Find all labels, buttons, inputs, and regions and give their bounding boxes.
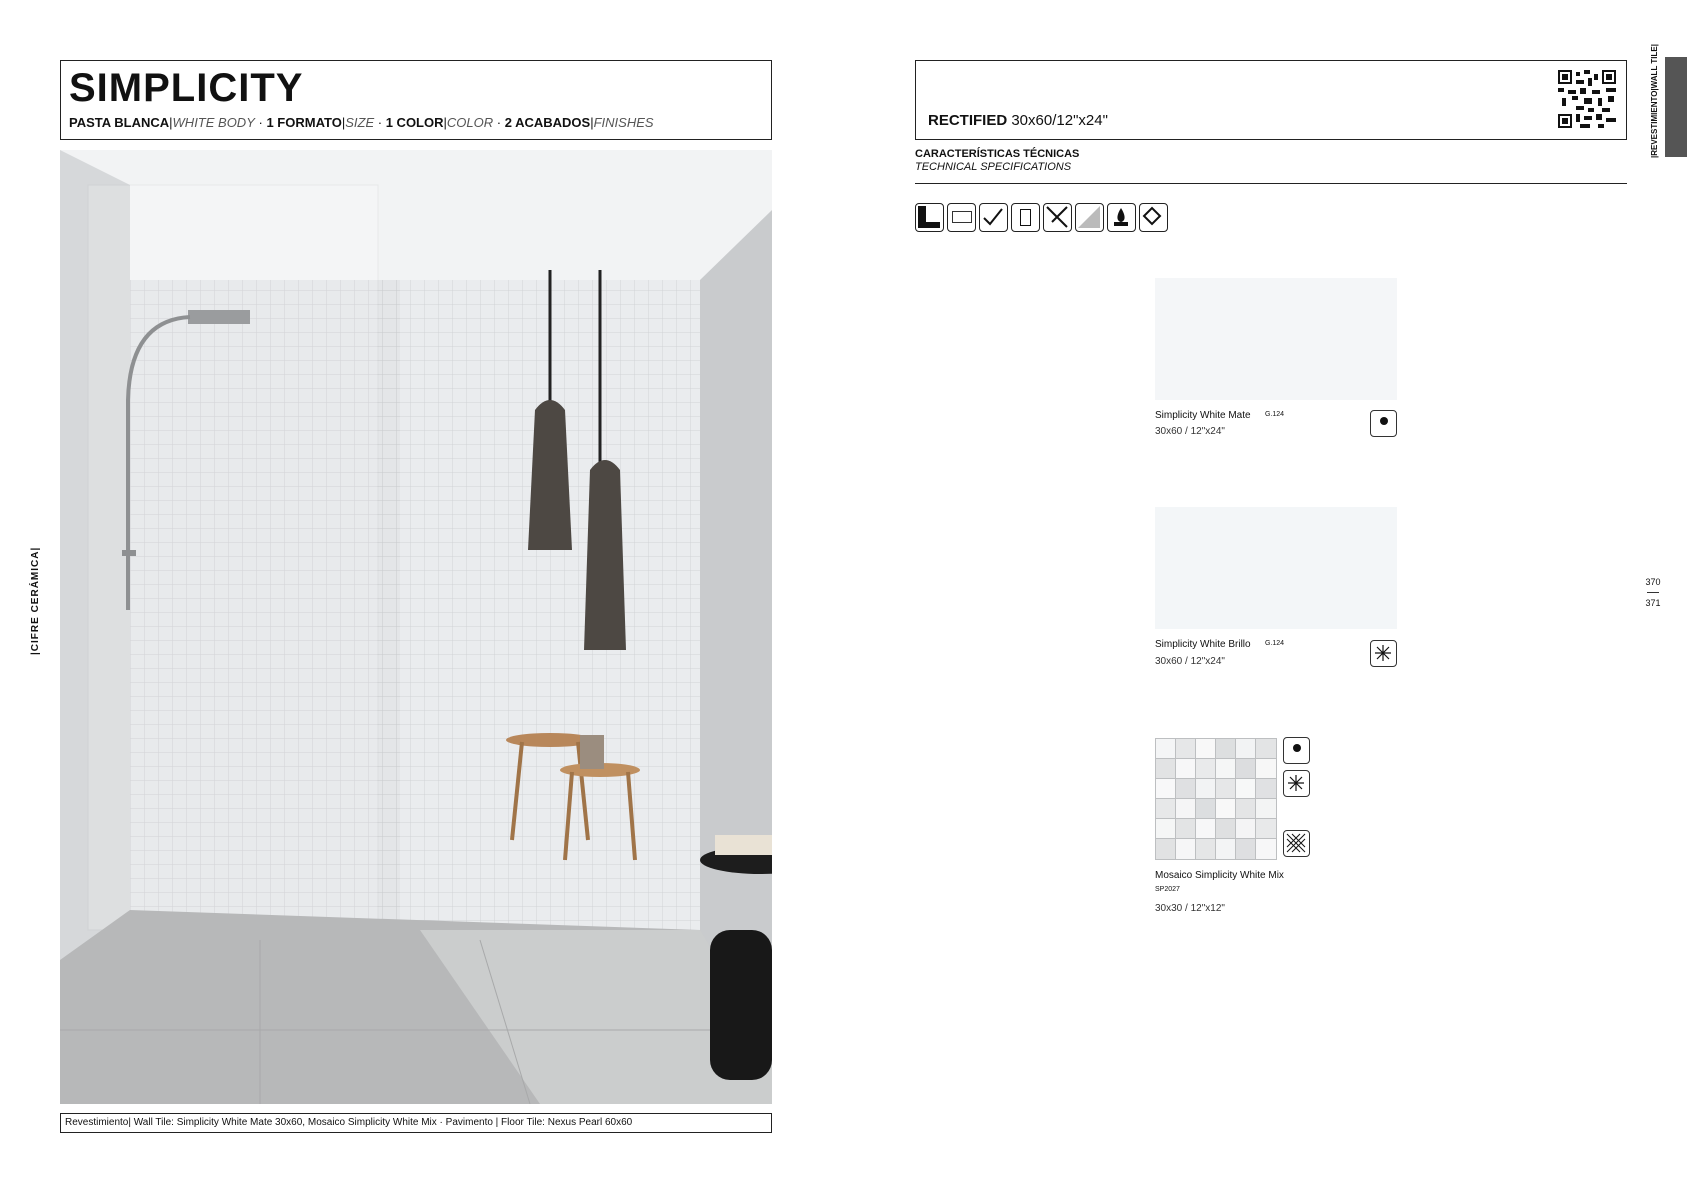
body-label-en: WHITE BODY (172, 115, 255, 130)
product-code: G.124 (1265, 640, 1285, 647)
product-code: SP2027 (1155, 886, 1180, 893)
gloss-finish-icon (1283, 770, 1310, 797)
section-tab-label: |REVESTIMIENTO|WALL TILE| (1650, 44, 1659, 158)
stain-icon (1107, 203, 1136, 232)
matt-finish-icon (1283, 737, 1310, 764)
product-name: Mosaico Simplicity White Mix (1155, 870, 1284, 881)
finish-label: 2 ACABADOS (504, 115, 591, 130)
v1-shade-icon (1075, 203, 1104, 232)
product-size: 30x60 / 12"x24" (1155, 426, 1225, 437)
frost-icon (1043, 203, 1072, 232)
brand-vertical-label: |CIFRE CERÁMICA| (30, 546, 41, 655)
product-name: Simplicity White Mate (1155, 410, 1251, 421)
spec-subtitle: TECHNICAL SPECIFICATIONS (915, 161, 1072, 173)
photo-caption: Revestimiento| Wall Tile: Simplicity White Mate 30x60, Mosaico Simplicity White Mix · Pavimento | Floor Tile: Nexus Pearl 60x60 (60, 1113, 772, 1133)
slip-icon (1139, 203, 1168, 232)
rectified-label: RECTIFIED (928, 112, 1008, 129)
finish-label-en: FINISHES (593, 115, 654, 130)
color-label: 1 COLOR (385, 115, 444, 130)
rectified-icon (979, 203, 1008, 232)
product-tile-white-mate[interactable] (1155, 278, 1397, 400)
product-size: 30x30 / 12"x12" (1155, 903, 1225, 914)
page-number-right: 371 (1645, 598, 1661, 608)
matt-finish-icon (1370, 410, 1397, 437)
product-code: G.124 (1265, 411, 1285, 418)
wall-icon (915, 203, 944, 232)
page-numbers (1640, 577, 1666, 608)
product-size: 30x60 / 12"x24" (1155, 656, 1225, 667)
section-tab-bar (1665, 57, 1687, 157)
thickness-icon (1011, 203, 1040, 232)
body-label: PASTA BLANCA (69, 115, 170, 130)
rectified-size: 30x60/12"x24" (1011, 112, 1108, 129)
qr-code-icon[interactable] (1558, 70, 1616, 128)
bathroom-illustration (60, 150, 772, 1104)
spec-divider (915, 183, 1627, 184)
collection-title: SIMPLICITY (69, 66, 304, 110)
bathroom-photo (60, 150, 772, 1104)
format-label-en: SIZE (345, 115, 375, 130)
collection-subtitle: PASTA BLANCA|WHITE BODY · 1 FORMATO|SIZE · 1 COLOR|COLOR · 2 ACABADOS|FINISHES (69, 115, 654, 130)
relief-finish-icon (1283, 830, 1310, 857)
product-tile-white-brillo[interactable] (1155, 507, 1397, 629)
gloss-finish-icon (1370, 640, 1397, 667)
format-label: 1 FORMATO (266, 115, 342, 130)
product-name: Simplicity White Brillo (1155, 639, 1251, 650)
spec-title: CARACTERÍSTICAS TÉCNICAS (915, 148, 1080, 160)
white-body-icon (947, 203, 976, 232)
color-label-en: COLOR (446, 115, 494, 130)
rectified-format (928, 112, 1108, 129)
spec-icons (915, 203, 1168, 233)
page-number-left: 370 (1645, 577, 1661, 587)
product-tile-mosaic-mix[interactable] (1155, 738, 1277, 860)
